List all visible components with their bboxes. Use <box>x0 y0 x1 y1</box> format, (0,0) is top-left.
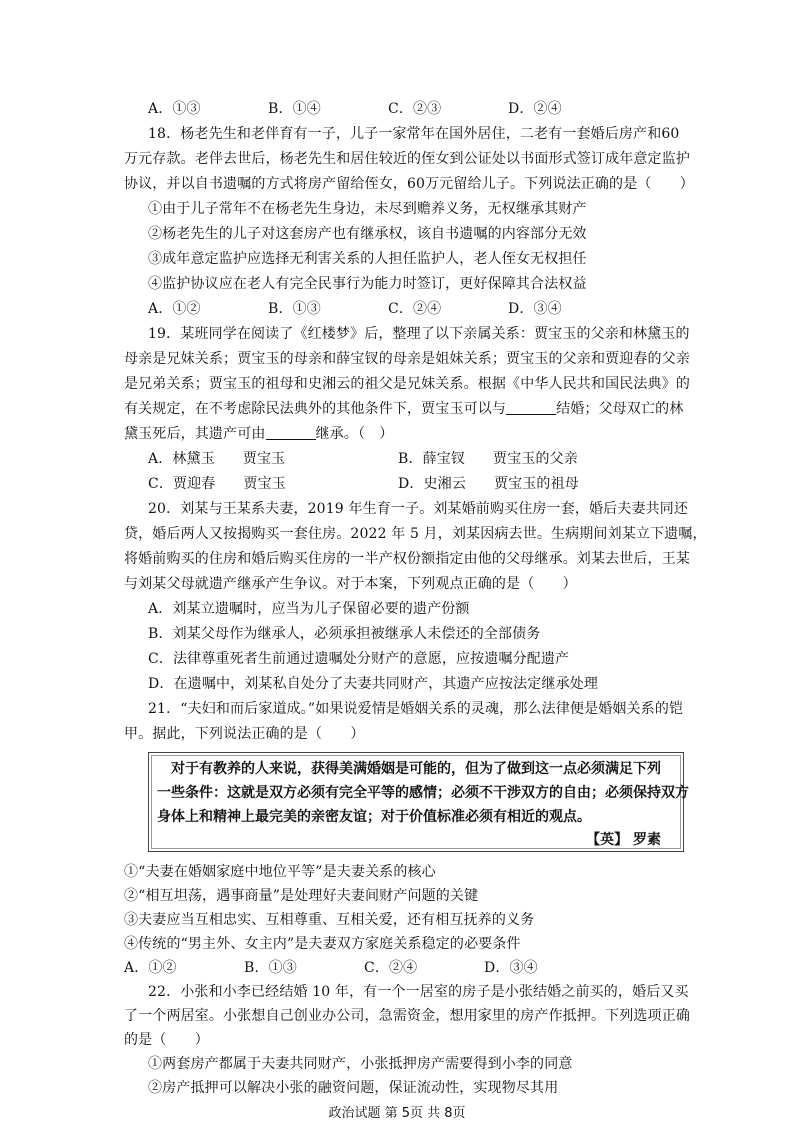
option: D．②④ <box>508 101 562 117</box>
option: B．①④ <box>268 101 321 117</box>
q19-options-row <box>148 449 708 469</box>
q20-stem-line: 贷，婚后两人又按揭购买一套住房。2022 年 5 月，刘某因病去世。生病期间刘某立下遗嘱， <box>124 526 707 542</box>
option: C．②④ <box>364 960 418 976</box>
q19-options-row <box>148 474 708 494</box>
q18-stem-line: 万元存款。老伴去世后，杨老先生和居住较近的侄女到公证处以书面形式签订成年意定监护 <box>124 151 690 167</box>
q19-stem-line: 有关规定，在不考虑除民法典外的其他条件下，贾宝玉可以与 结婚；父母双亡的林 <box>124 401 684 417</box>
q22-item: ①两套房产都属于夫妻共同财产，小张抵押房产需要得到小李的同意 <box>148 1056 573 1072</box>
option: B．薛宝钗 贾宝玉的父亲 <box>398 451 578 467</box>
q22-stem-line: 了一个两居室。小张想自己创业办公司，急需资金，想用家里的房产作抵押。下列选项正确 <box>124 1008 690 1024</box>
option: C．贾迎春 贾宝玉 <box>148 476 286 492</box>
answer-blank <box>266 425 316 440</box>
option: D．③④ <box>508 301 562 317</box>
q18-stem-line: 18．杨老先生和老伴育有一子，儿子一家常年在国外居住，二老有一套婚后房产和60 <box>148 126 680 142</box>
q19-stem-line: 黛玉死后，其遗产可由 继承。（ ） <box>124 426 394 442</box>
option: D．③④ <box>484 960 538 976</box>
option: A．①② <box>124 960 177 976</box>
q21-options <box>124 958 684 978</box>
q19-stem-line: 19．某班同学在阅读了《红楼梦》后，整理了以下亲属关系：贾宝玉的父亲和林黛玉的 <box>148 326 690 342</box>
q22-stem-line: 的是（ ） <box>124 1032 209 1048</box>
q20-option: C．法律尊重死者生前通过遗嘱处分财产的意愿，应按遗嘱分配遗产 <box>148 651 570 667</box>
q21-stem-line: 甲。据此，下列说法正确的是（ ） <box>124 726 365 742</box>
quote-line: 身体上和精神上最完美的亲密友谊；对于价值标准必须有相近的观点。 <box>157 809 591 825</box>
q21-item: ①“夫妻在婚姻家庭中地位平等”是夫妻关系的核心 <box>124 864 436 880</box>
q21-stem-line: 21．“夫妇和而后家道成。”如果说爱情是婚姻关系的灵魂，那么法律便是婚姻关系的铠 <box>148 701 684 717</box>
q19-stem-line: 母亲是兄妹关系；贾宝玉的母亲和薛宝钗的母亲是姐妹关系；贾宝玉的父亲和贾迎春的父亲 <box>124 351 690 367</box>
q18-item: ①由于儿子常年不在杨老先生身边，未尽到赡养义务，无权继承其财产 <box>148 201 587 217</box>
q21-item: ④传统的“男主外、女主内”是夫妻双方家庭关系稳定的必要条件 <box>124 936 521 952</box>
q19-stem-line: 是兄弟关系；贾宝玉的祖母和史湘云的祖父是兄妹关系。根据《中华人民共和国民法典》的 <box>124 376 690 392</box>
option: A．①② <box>148 301 201 317</box>
q18-stem-line: 协议，并以自书遗嘱的方式将房产留给侄女，60万元留给儿子。下列说法正确的是（ ） <box>124 176 694 192</box>
q18-options <box>148 299 708 319</box>
q22-stem-line: 22．小张和小李已经结婚 10 年，有一个一居室的房子是小张结婚之前买的，婚后又买 <box>148 984 689 1000</box>
answer-blank <box>506 400 556 415</box>
option: C．②④ <box>388 301 442 317</box>
option: B．①③ <box>268 301 321 317</box>
page-footer: 政治试题 第 5页 共 8页 <box>328 1106 466 1121</box>
q20-option: B．刘某父母作为继承人，必须承担被继承人未偿还的全部债务 <box>148 626 541 642</box>
q17-options <box>148 99 708 119</box>
option: A．林黛玉 贾宝玉 <box>148 451 286 467</box>
option: C．②③ <box>388 101 442 117</box>
option: D．史湘云 贾宝玉的祖母 <box>398 476 579 492</box>
q22-item: ②房产抵押可以解决小张的融资问题，保证流动性，实现物尽其用 <box>148 1080 559 1096</box>
q20-stem-line: 将婚前购买的住房和婚后购买住房的一半产权份额指定由他的父母继承。刘某去世后，王某 <box>124 551 690 567</box>
q21-item: ②“相互坦荡，遇事商量”是处理好夫妻间财产问题的关键 <box>124 888 479 904</box>
q20-stem-line: 20．刘某与王某系夫妻，2019 年生育一子。刘某婚前购买住房一套，婚后夫妻共同还 <box>148 501 689 517</box>
q21-item: ③夫妻应当互相忠实、互相尊重、互相关爱，还有相互抚养的义务 <box>124 912 535 928</box>
quote-box <box>148 752 689 852</box>
q20-option: A．刘某立遗嘱时，应当为儿子保留必要的遗产份额 <box>148 601 470 617</box>
quote-line: 对于有教养的人来说，获得美满婚姻是可能的，但为了做到这一点必须满足下列 <box>171 761 661 777</box>
q20-stem-line: 与刘某父母就遗产继承产生争议。对于本案，下列观点正确的是（ ） <box>124 576 577 592</box>
q18-item: ②杨老先生的儿子对这套房产也有继承权，该自书遗嘱的内容部分无效 <box>148 226 587 242</box>
q18-item: ③成年意定监护应选择无利害关系的人担任监护人，老人侄女无权担任 <box>148 251 587 267</box>
quote-line: 一些条件：这就是双方必须有完全平等的感情；必须不干涉双方的自由；必须保持双方 <box>157 785 689 801</box>
q20-option: D．在遗嘱中，刘某私自处分了夫妻共同财产，其遗产应按法定继承处理 <box>148 676 599 692</box>
option: A．①③ <box>148 101 201 117</box>
quote-author: 【英】 罗素 <box>586 832 661 848</box>
option: B．①③ <box>244 960 297 976</box>
q18-item: ④监护协议应在老人有完全民事行为能力时签订，更好保障其合法权益 <box>148 276 587 292</box>
